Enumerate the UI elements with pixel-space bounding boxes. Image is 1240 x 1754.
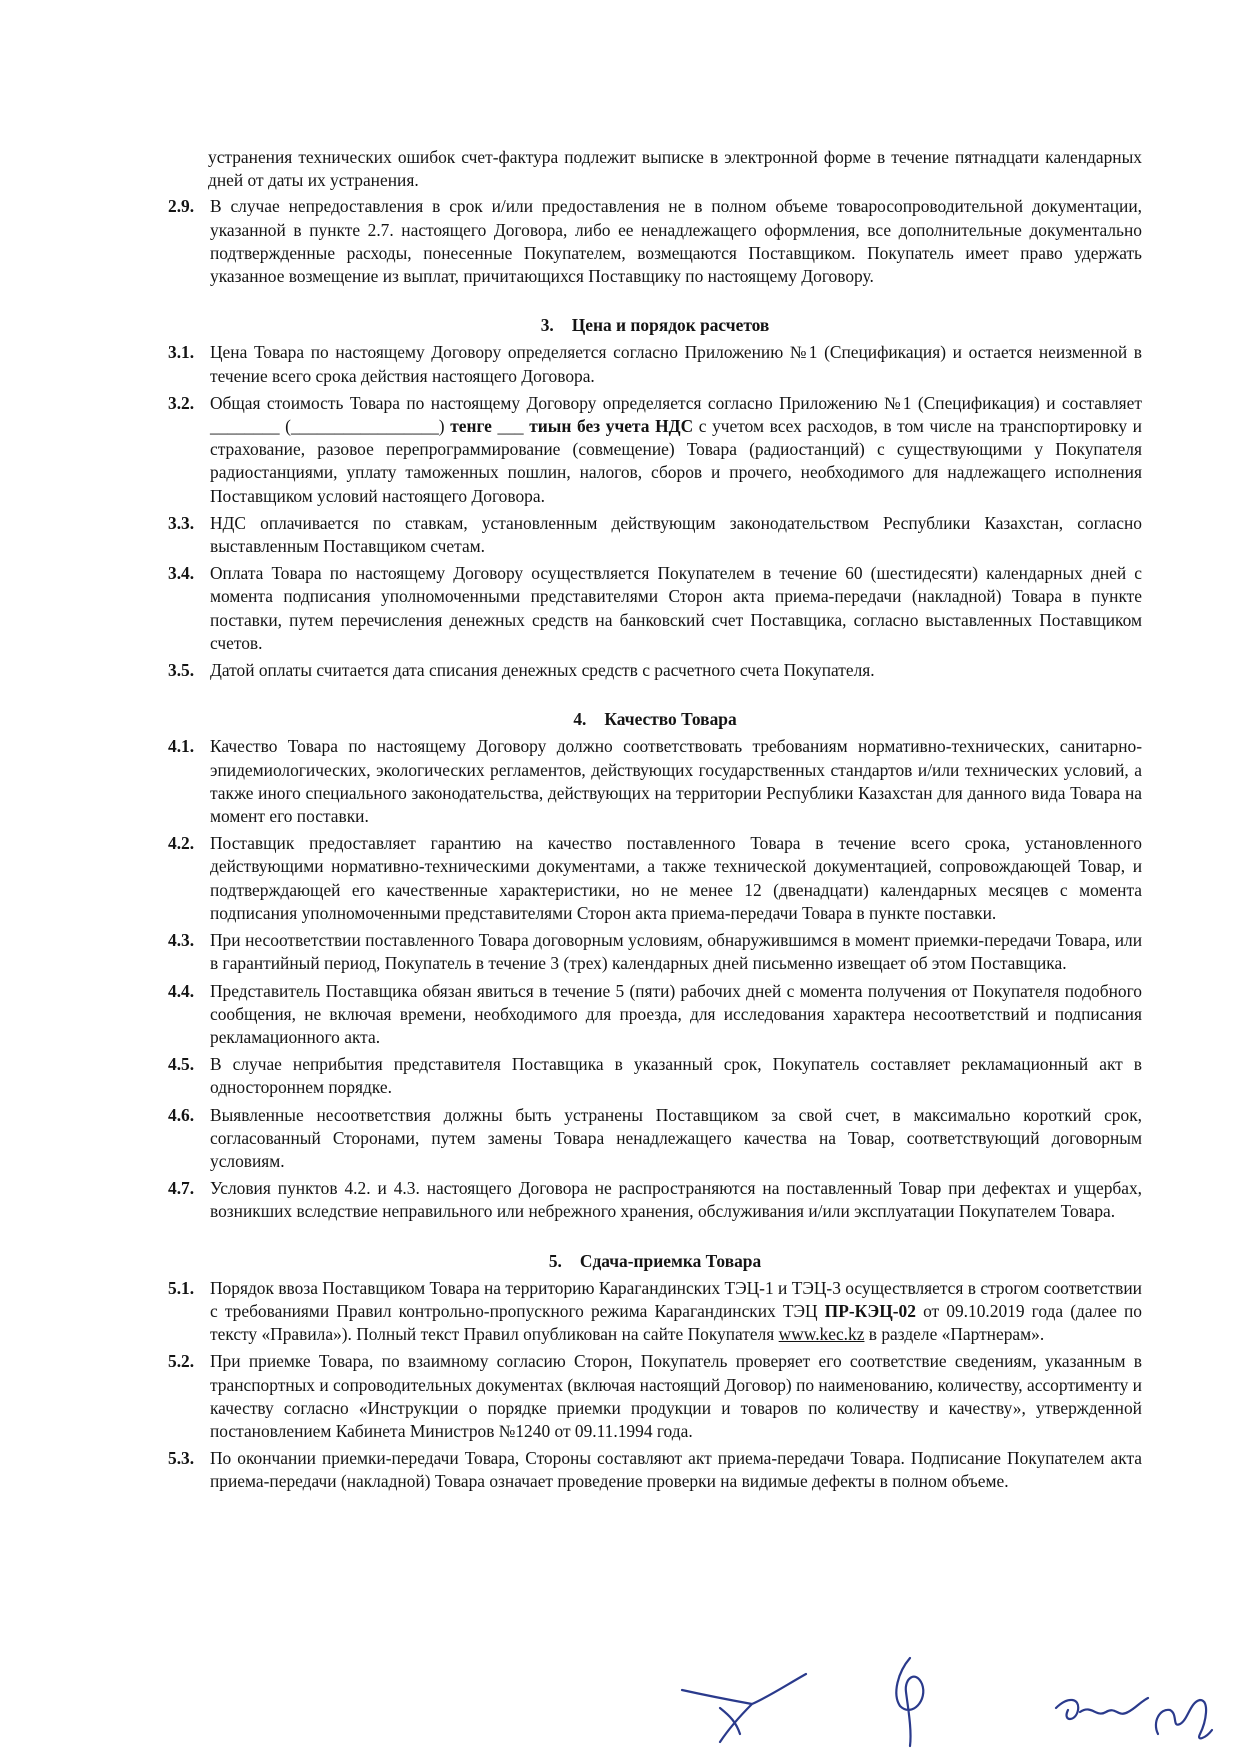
clause-number: 3.5. [168, 660, 195, 681]
clause-text [210, 392, 1142, 508]
clause-number: 4.2. [168, 833, 195, 854]
section-title: Цена и порядок расчетов [571, 315, 770, 336]
clause-text: В случае неприбытия представителя Поставщика в указанный срок, Покупатель составляет рекламационный акт в одностороннем порядке. [210, 1054, 1142, 1098]
clause-text: Цена Товара по настоящему Договору определяется согласно Приложению №1 (Спецификация) и остается неизменной в течение всего срока действия настоящего Договора. [210, 342, 1142, 386]
clause-number: 4.5. [168, 1054, 195, 1075]
clause-text-part: от 09.10.2019 года (далее по тексту «Правила»). Полный текст Правил опубликован на сайте Покупателя [210, 1300, 1142, 1345]
clause-text [210, 1277, 1142, 1347]
clause-number: 3.4. [168, 563, 195, 584]
clause-text: Условия пунктов 4.2. и 4.3. настоящего Договора не распространяются на поставленный Товар при дефектах и ущербах, возникших вследствие неправильного или небрежного хранения, обслуживания и/или эксплуатации Покупателем Товара. [210, 1178, 1142, 1222]
clause-5-3 [168, 1447, 1142, 1493]
clause-5-2 [168, 1350, 1142, 1443]
clause-text-part: ___ [491, 416, 530, 437]
section-3-heading [168, 314, 1142, 337]
clause-text-part: в разделе «Партнерам». [864, 1324, 1045, 1345]
section-title: Сдача-приемка Товара [579, 1250, 762, 1271]
clause-text: По окончании приемки-передачи Товара, Стороны составляют акт приема-передачи Товара. Подписание Покупателем акта приема-передачи (накладной) Товара означает проведение проверки на видимые дефекты в полном объеме. [210, 1448, 1142, 1492]
clause-text: Датой оплаты считается дата списания денежных средств с расчетного счета Покупателя. [210, 660, 875, 681]
section-number: 3. [540, 315, 554, 336]
clause-text: Выявленные несоответствия должны быть устранены Поставщиком за свой счет, в максимально короткий срок, согласованный Сторонами, путем замены Товара ненадлежащего качества на Товар, соответствующий договорным условиям. [210, 1104, 1142, 1171]
clause-4-4 [168, 980, 1142, 1050]
clause-number: 4.4. [168, 980, 195, 1001]
clause-text-part: Порядок ввоза Поставщиком Товара на территорию Карагандинских ТЭЦ-1 и ТЭЦ-3 осуществляется в строгом соответствии с требованиями Правил контрольно-пропускного режима Карагандинских ТЭЦ [210, 1277, 1142, 1321]
clause-3-3 [168, 512, 1142, 558]
clause-number: 4.3. [168, 930, 195, 951]
section-4-heading [168, 708, 1142, 731]
clause-number: 5.3. [168, 1448, 195, 1469]
clause-number: 5.2. [168, 1351, 195, 1372]
signature-2-stroke [896, 1658, 923, 1746]
clause-3-1 [168, 341, 1142, 387]
clause-3-4 [168, 562, 1142, 655]
clause-number: 3.1. [168, 342, 195, 363]
clause-text: При несоответствии поставленного Товара договорным условиям, обнаружившимся в момент приемки-передачи Товара, или в гарантийный период, Покупатель в течение 3 (трех) календарных дней письменно извещает об этом Поставщика. [210, 930, 1142, 974]
clause-text-part: Общая стоимость Товара по настоящему Договору определяется согласно Приложению №1 (Спецификация) и составляет ________ (_________________) [210, 392, 1142, 437]
clause-2-9 [168, 195, 1142, 288]
clause-text: При приемке Товара, по взаимному согласию Сторон, Покупатель проверяет его соответствие сведениям, указанным в транспортных и сопроводительных документах (включая настоящий Договор) по наименованию, количеству, ассортименту и качеству согласно «Инструкции о порядке приемки продукции и товаров по количеству и качеству», утвержденной постановлением Кабинета Министров №1240 от 09.11.1994 года. [210, 1351, 1142, 1441]
clause-number: 4.1. [168, 736, 195, 757]
clause-number: 3.3. [168, 512, 195, 533]
clause-number: 4.6. [168, 1104, 195, 1125]
contract-text [168, 146, 1142, 1498]
section-title: Качество Товара [604, 709, 737, 730]
clause-3-5 [168, 659, 1142, 682]
clause-4-6 [168, 1104, 1142, 1174]
clause-text-part: с учетом всех расходов, в том числе на транспортировку и страхование, разовое перепрограммирование (совмещение) Товара (радиостанций) с существующими у Покупателя радиостанциями, уплату таможенных пошлин, налогов, сборов и прочего, необходимого для надлежащего исполнения Поставщиком условий настоящего Договора. [210, 416, 1142, 506]
clause-text: В случае непредоставления в срок и/или предоставления не в полном объеме товаросопроводительной документации, указанной в пункте 2.7. настоящего Договора, либо ее ненадлежащего оформления, все дополнительные документально подтвержденные расходы, понесенные Покупателем, возмещаются Поставщиком. Покупатель имеет право удержать указанное возмещение из выплат, причитающихся Поставщику по настоящему Договору. [210, 196, 1142, 287]
signature-1-stroke [682, 1674, 806, 1742]
clause-3-2 [168, 392, 1142, 508]
section-number: 5. [548, 1250, 562, 1271]
clause-text: Качество Товара по настоящему Договору должно соответствовать требованиям нормативно-технических, санитарно-эпидемиологических, экологических регламентов, действующих государственных стандартов и/или технических условий, а также иного специального законодательства, действующих на территории Республики Казахстан для данного вида Товара на момент его поставки. [210, 736, 1142, 827]
section-number: 4. [573, 709, 587, 730]
clause-number: 3.2. [168, 392, 195, 413]
clause-4-1 [168, 735, 1142, 828]
vat-bold: тиын без учета НДС [529, 416, 694, 437]
website-link[interactable]: www.kec.kz [778, 1324, 865, 1345]
clause-4-3 [168, 929, 1142, 975]
clause-4-2 [168, 832, 1142, 925]
clause-text: Поставщик предоставляет гарантию на качество поставленного Товара в течение всего срока, установленного действующими нормативно-техническими документами, а также технической документацией, сопровождающей Товар, и подтверждающей его качественные характеристики, но не менее 12 (двенадцати) календарных месяцев с момента подписания уполномоченными представителями Сторон акта приема-передачи Товара в пункте поставки. [210, 833, 1142, 923]
currency-bold: тенге [450, 416, 492, 437]
clause-text: Оплата Товара по настоящему Договору осуществляется Покупателем в течение 60 (шестидесяти) календарных дней с момента подписания уполномоченными представителями Сторон акта приема-передачи (накладной) Товара в пункте поставки, путем перечисления денежных средств на банковский счет Поставщика, согласно выставленных Поставщиком счетов. [210, 563, 1142, 653]
clause-text: НДС оплачивается по ставкам, установленным действующим законодательством Республики Казахстан, согласно выставленным Поставщиком счетам. [210, 512, 1142, 557]
clause-number: 5.1. [168, 1277, 195, 1298]
clause-5-1 [168, 1277, 1142, 1347]
signature-4-stroke [1156, 1700, 1212, 1738]
clause-number: 2.9. [168, 196, 195, 217]
clause-number: 4.7. [168, 1178, 195, 1199]
clause-4-5 [168, 1053, 1142, 1099]
continuation-paragraph: устранения технических ошибок счет-фактура подлежит выписке в электронной форме в течение пятнадцати календарных дней от даты их устранения. [208, 147, 1142, 191]
clause-text: Представитель Поставщика обязан явиться в течение 5 (пяти) рабочих дней с момента получения от Покупателя подобного сообщения, не включая времени, необходимого для проезда, для исследования характера несоответствий и подписания рекламационного акта. [210, 980, 1142, 1047]
section-5-heading [168, 1250, 1142, 1273]
clause-4-7 [168, 1177, 1142, 1223]
rules-code-bold: ПР-КЭЦ-02 [824, 1300, 916, 1321]
signatures [660, 1638, 1220, 1750]
signature-3-stroke [1056, 1698, 1148, 1719]
